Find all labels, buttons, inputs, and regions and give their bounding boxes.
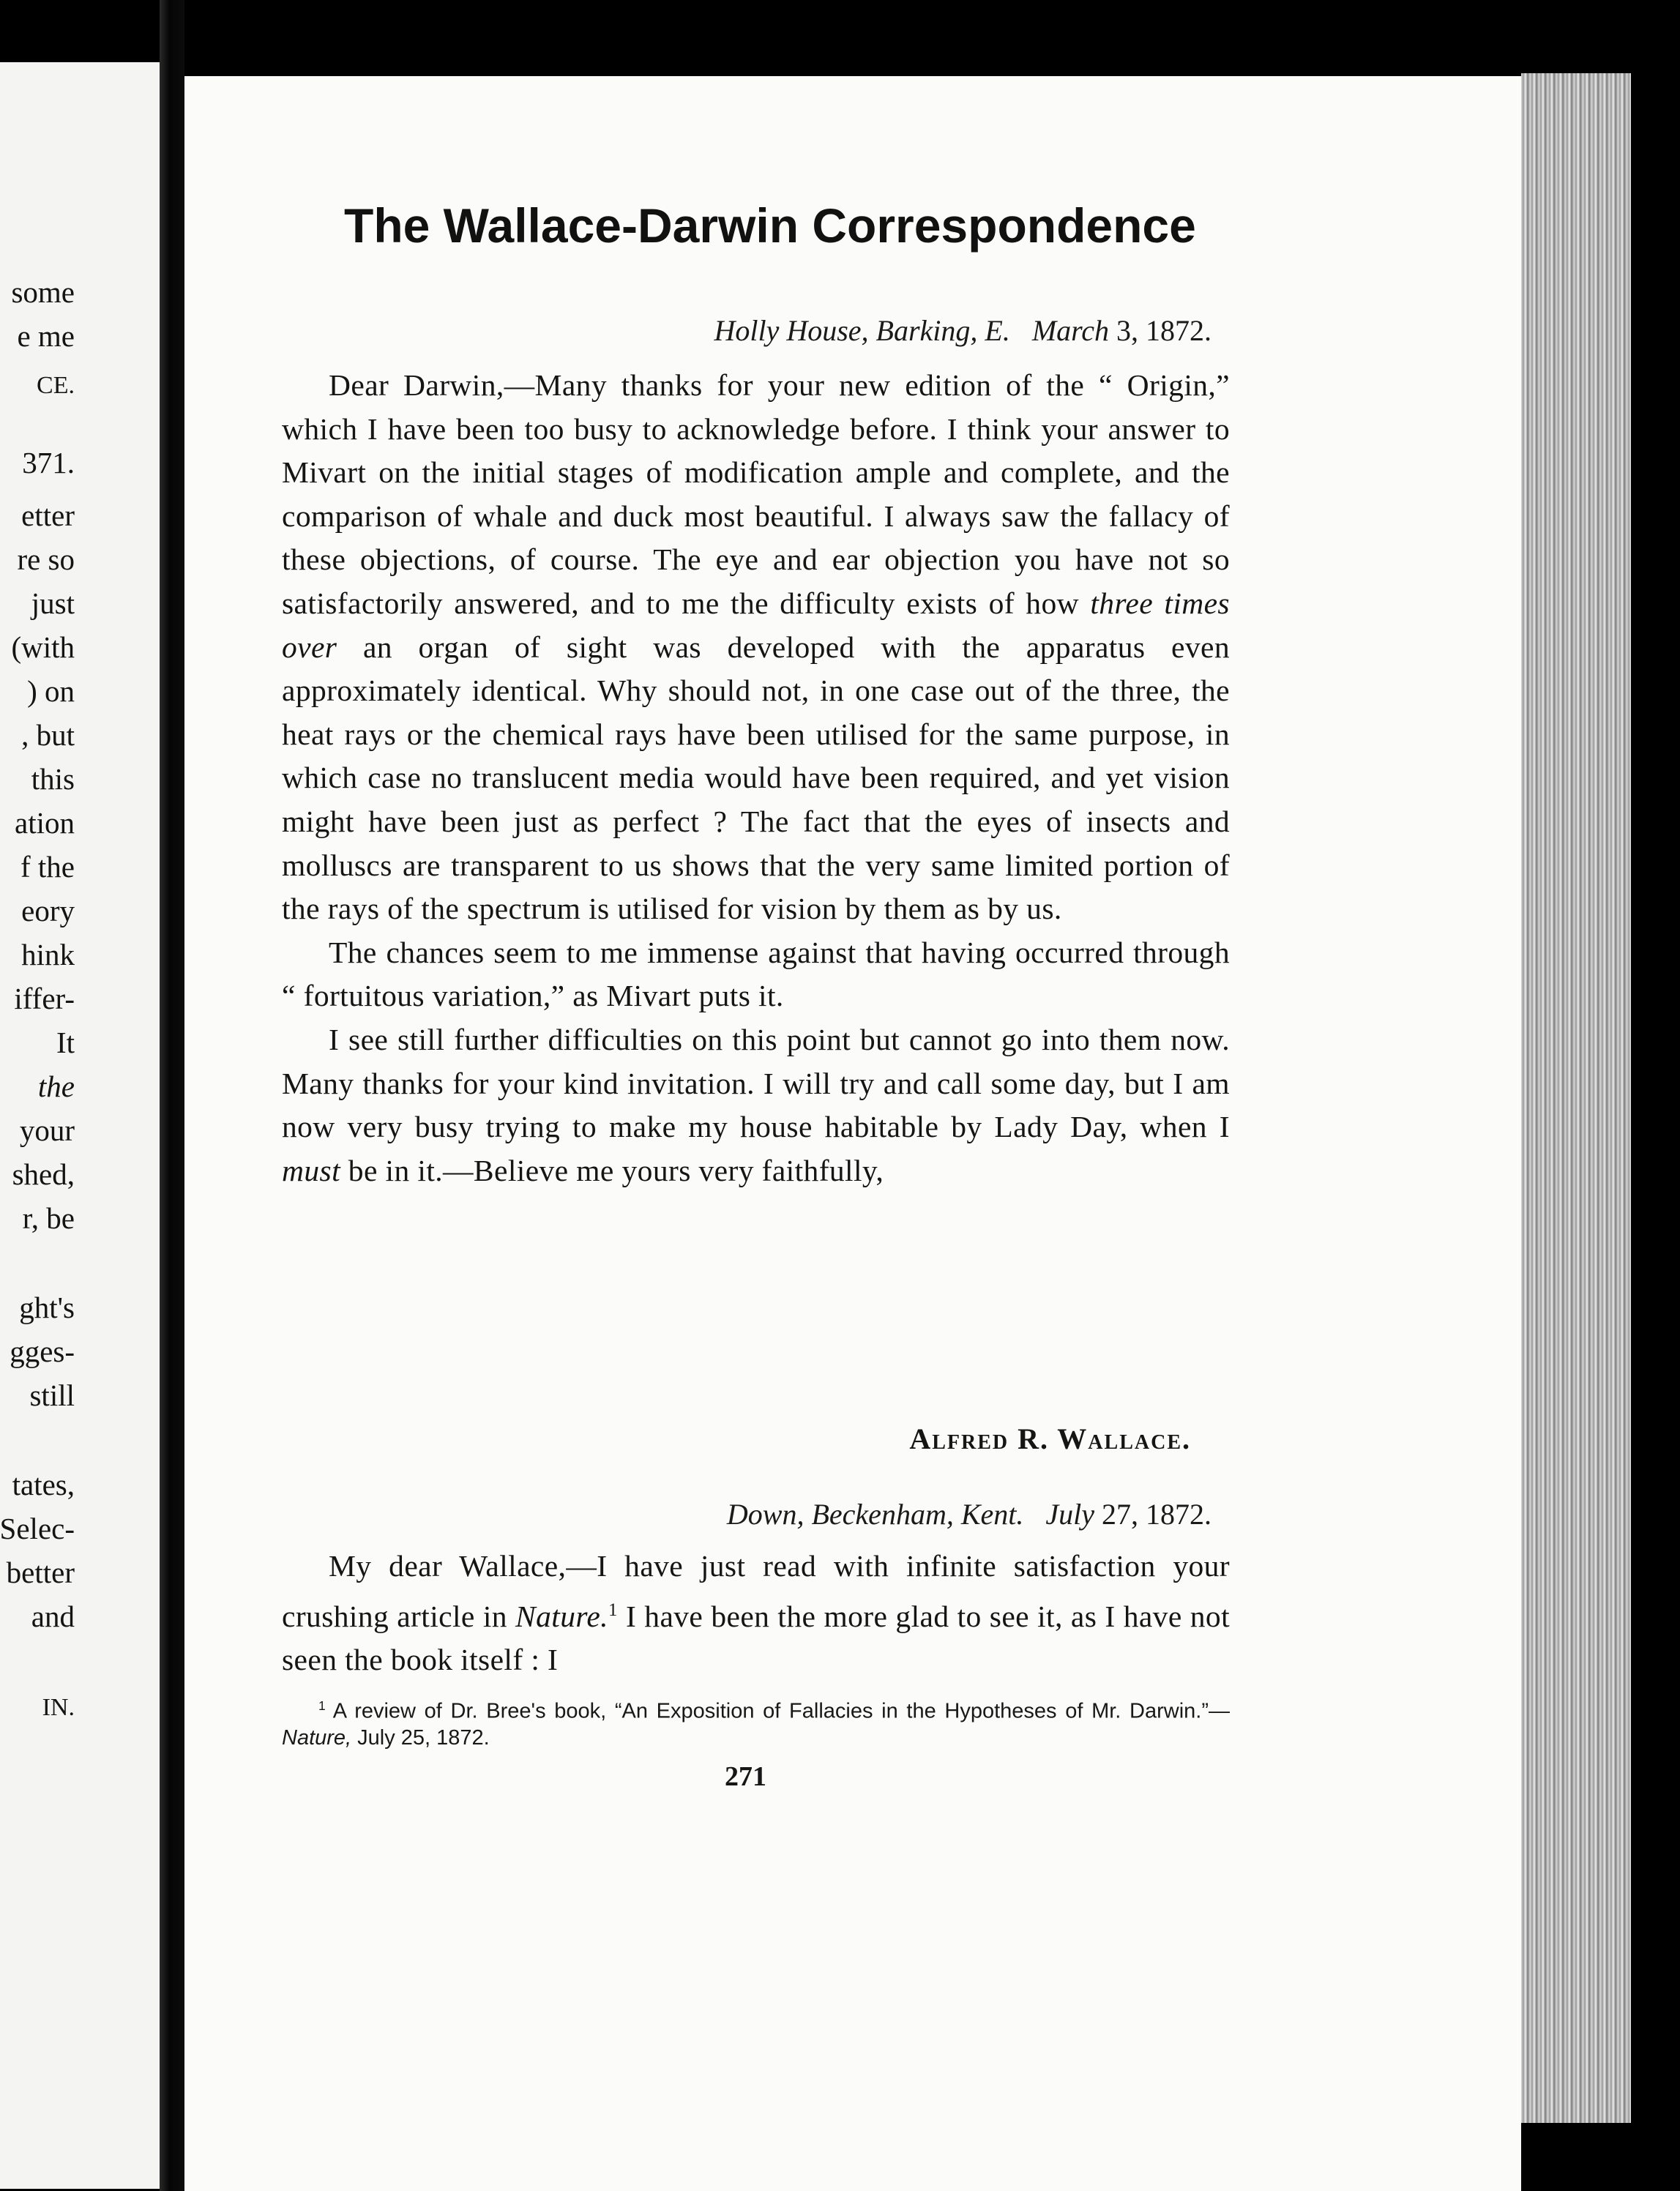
letter1-dateline bbox=[714, 313, 1212, 348]
left-page-line: some bbox=[11, 275, 75, 309]
left-page-line: CE. bbox=[37, 372, 75, 399]
left-page-line: gges- bbox=[10, 1335, 75, 1368]
left-page-line: this bbox=[31, 762, 75, 796]
left-page-line: re so bbox=[17, 542, 75, 576]
page-number: 271 bbox=[725, 1761, 766, 1792]
left-page-line: Selec- bbox=[0, 1512, 75, 1545]
left-page-line: f the bbox=[20, 850, 75, 884]
page-edges bbox=[1521, 73, 1631, 2123]
letter2-dateline bbox=[727, 1497, 1212, 1531]
letter2-body bbox=[282, 1545, 1230, 1682]
letter1-paragraph-3: I see still further difficulties on this point but cannot go into them now. Many thanks for your kind invitation. I will try and call some day, but I am now very busy trying to make my house habitable by Lady Day, when I must be in it.—Believe me yours very faithfully, bbox=[282, 1022, 1230, 1187]
left-page-line: shed, bbox=[12, 1157, 75, 1191]
emphasis-must: must bbox=[282, 1153, 341, 1187]
left-page-line: (with bbox=[11, 630, 75, 664]
left-page-line: IN. bbox=[42, 1694, 75, 1721]
left-page-line: ) on bbox=[27, 674, 75, 708]
letter2-paragraph-1: My dear Wallace,—I have just read with infinite satisfaction your crushing article in Nature.$^1$ I have been the more glad to see it, as I have not seen the book itself : I bbox=[282, 1549, 1230, 1677]
left-page-line: your bbox=[19, 1113, 75, 1147]
dateline-date: 27, 1872. bbox=[1102, 1498, 1212, 1531]
left-page-line: , but bbox=[21, 718, 75, 752]
left-page-line: hink bbox=[21, 938, 75, 971]
page-edges-shadow bbox=[1631, 73, 1680, 2191]
left-page-line: It bbox=[56, 1026, 75, 1059]
dateline-place: Holly House, Barking, E. bbox=[714, 314, 1010, 347]
left-page-line: 371. bbox=[22, 446, 75, 479]
left-page-line: e me bbox=[17, 319, 75, 353]
left-page-line: ation bbox=[15, 806, 75, 840]
letter1-paragraph-1: Dear Darwin,—Many thanks for your new edition of the “ Origin,” which I have been too busy to acknowledge before. I think your answer to Mivart on the initial stages of modification ample and complete, and the comparison of whale and duck most beautiful. I always saw the fallacy of these objections, of course. The eye and ear objection you have not so satisfactorily answered, and to me the difficulty exists of how three times over an organ of sight was developed with the apparatus even approximately identical. Why should not, in one case out of the three, the heat rays or the chemical rays have been utilised for the same purpose, in which case no translucent media would have been required, and yet vision might have been just as perfect ? The fact that the eyes of insects and molluscs are transparent to us shows that the very same limited portion of the rays of the spectrum is utilised for vision by them as by us. bbox=[282, 368, 1230, 926]
emphasis-three-times-over: three times over bbox=[282, 586, 1230, 664]
dateline-month: July bbox=[1045, 1498, 1094, 1531]
left-page-line: the bbox=[37, 1070, 75, 1103]
dateline-place: Down, Beckenham, Kent. bbox=[726, 1498, 1024, 1531]
left-page-line: iffer- bbox=[14, 982, 75, 1015]
book-gutter bbox=[160, 0, 184, 2191]
left-page-line: still bbox=[29, 1378, 75, 1412]
left-page-line: etter bbox=[21, 499, 75, 532]
letter1-signature: Alfred R. Wallace. bbox=[909, 1422, 1191, 1455]
letter1-paragraph-2: The chances seem to me immense against that having occurred through “ fortuitous variation,” as Mivart puts it. bbox=[282, 935, 1230, 1013]
left-page-line: just bbox=[31, 586, 75, 620]
footnote: $^1$ A review of Dr. Bree's book, “An Exposition of Fallacies in the Hypotheses of Mr. Darwin.”—Nature, July 25, 1872. bbox=[282, 1698, 1230, 1750]
left-page-line: tates, bbox=[12, 1468, 75, 1501]
dateline-month: March bbox=[1031, 314, 1109, 347]
dateline-date: 3, 1872. bbox=[1116, 314, 1212, 347]
footnote-reference: 1 bbox=[608, 1600, 618, 1620]
emphasis-nature: Nature. bbox=[515, 1599, 608, 1633]
letter1-body bbox=[282, 364, 1230, 1192]
left-page-line: ght's bbox=[19, 1291, 75, 1324]
left-page-line: and bbox=[31, 1600, 75, 1633]
footnote-source: Nature, bbox=[282, 1725, 352, 1750]
left-page-line: better bbox=[6, 1556, 75, 1589]
footnote-mark: 1 bbox=[318, 1698, 326, 1713]
page-title: The Wallace-Darwin Correspondence bbox=[344, 198, 1196, 253]
left-page-fragment bbox=[0, 62, 160, 2189]
left-page-line: r, be bbox=[22, 1201, 75, 1235]
left-page-line: eory bbox=[21, 894, 75, 927]
